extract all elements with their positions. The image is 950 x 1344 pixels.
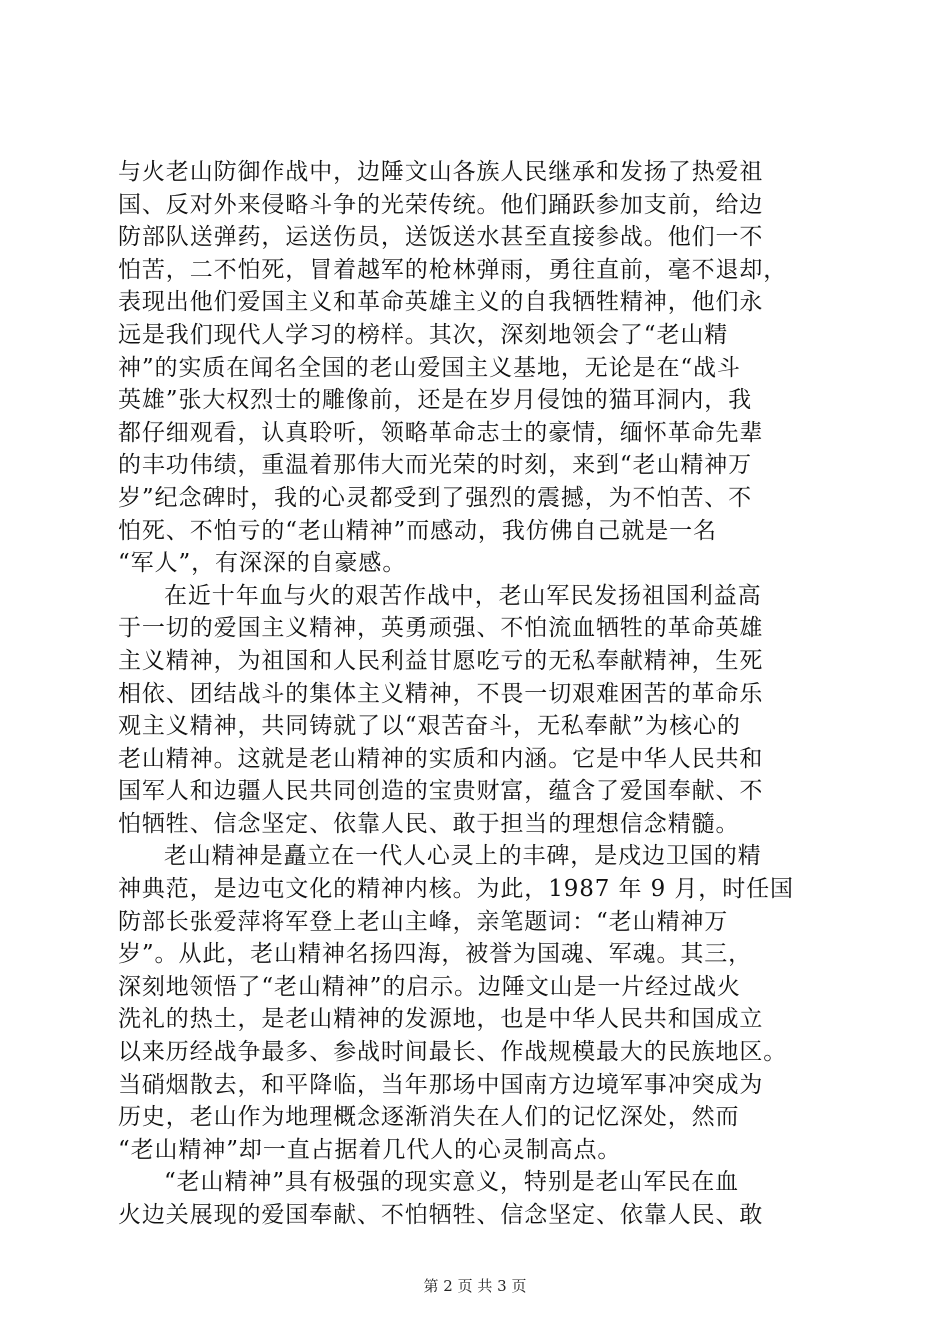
text-line: 表现出他们爱国主义和革命英雄主义的自我牺牲精神，他们永 (118, 289, 764, 316)
text-line: 主义精神，为祖国和人民利益甘愿吃亏的无私奉献精神，生死 (118, 647, 764, 674)
text-line: 在近十年血与火的艰苦作战中，老山军民发扬祖国利益高 (164, 582, 762, 609)
text-line: “老山精神”却一直占据着几代人的心灵制高点。 (118, 1136, 622, 1163)
text-line: 于一切的爱国主义精神，英勇顽强、不怕流血牺牲的革命英雄 (118, 615, 764, 642)
text-line: 以来历经战争最多、参战时间最长、作战规模最大的民族地区。 (118, 1039, 788, 1066)
text-line: 怕死、不怕亏的“老山精神”而感动，我仿佛自己就是一名 (118, 517, 717, 544)
text-line: “老山精神”具有极强的现实意义，特别是老山军民在血 (164, 1169, 740, 1196)
text-line: 的丰功伟绩，重温着那伟大而光荣的时刻，来到“老山精神万 (118, 452, 753, 479)
text-line: 神典范，是边屯文化的精神内核。为此，1987 年 9 月，时任国 (118, 876, 794, 903)
text-line: 历史，老山作为地理概念逐渐消失在人们的记忆深处，然而 (118, 1104, 740, 1131)
text-line: 老山精神是矗立在一代人心灵上的丰碑，是戍边卫国的精 (164, 843, 762, 870)
text-line: 与火老山防御作战中，边陲文山各族人民继承和发扬了热爱祖 (118, 159, 764, 185)
text-line: 当硝烟散去，和平降临，当年那场中国南方边境军事冲突成为 (118, 1071, 764, 1098)
text-line: 远是我们现代人学习的榜样。其次，深刻地领会了“老山精 (118, 321, 729, 348)
text-line: 岁”纪念碑时，我的心灵都受到了强烈的震撼，为不怕苦、不 (118, 484, 753, 511)
text-line: 火边关展现的爱国奉献、不怕牺牲、信念坚定、依靠人民、敢 (118, 1202, 764, 1228)
text-line: 相依、团结战斗的集体主义精神，不畏一切艰难困苦的革命乐 (118, 680, 764, 707)
text-line: 怕牺牲、信念坚定、依靠人民、敢于担当的理想信念精髓。 (118, 810, 740, 837)
text-line: 防部长张爱萍将军登上老山主峰，亲笔题词：“老山精神万 (118, 908, 729, 935)
text-line: 防部队送弹药，运送伤员，送饭送水甚至直接参战。他们一不 (118, 224, 764, 251)
text-line: 老山精神。这就是老山精神的实质和内涵。它是中华人民共和 (118, 745, 764, 772)
text-line: 深刻地领悟了“老山精神”的启示。边陲文山是一片经过战火 (118, 973, 741, 1000)
text-line: 洗礼的热土，是老山精神的发源地，也是中华人民共和国成立 (118, 1006, 764, 1033)
text-line: 国军人和边疆人民共同创造的宝贵财富，蕴含了爱国奉献、不 (118, 778, 764, 805)
text-line: 国、反对外来侵略斗争的光荣传统。他们踊跃参加支前，给边 (118, 191, 764, 218)
text-line: 神”的实质在闻名全国的老山爱国主义基地，无论是在“战斗 (118, 354, 741, 381)
text-line: “军人”，有深深的自豪感。 (118, 550, 407, 577)
text-line: 岁”。从此，老山精神名扬四海，被誉为国魂、军魂。其三， (118, 941, 753, 968)
page-footer: 第 2 页 共 3 页 (423, 1277, 527, 1295)
text-line: 英雄”张大权烈士的雕像前，还是在岁月侵蚀的猫耳洞内，我 (118, 387, 753, 414)
text-line: 都仔细观看，认真聆听，领略革命志士的豪情，缅怀革命先辈 (118, 419, 764, 446)
text-line: 怕苦，二不怕死，冒着越军的枪林弹雨，勇往直前，毫不退却， (118, 256, 788, 283)
text-line: 观主义精神，共同铸就了以“艰苦奋斗，无私奉献”为核心的 (118, 713, 741, 740)
body-text (118, 156, 838, 1232)
